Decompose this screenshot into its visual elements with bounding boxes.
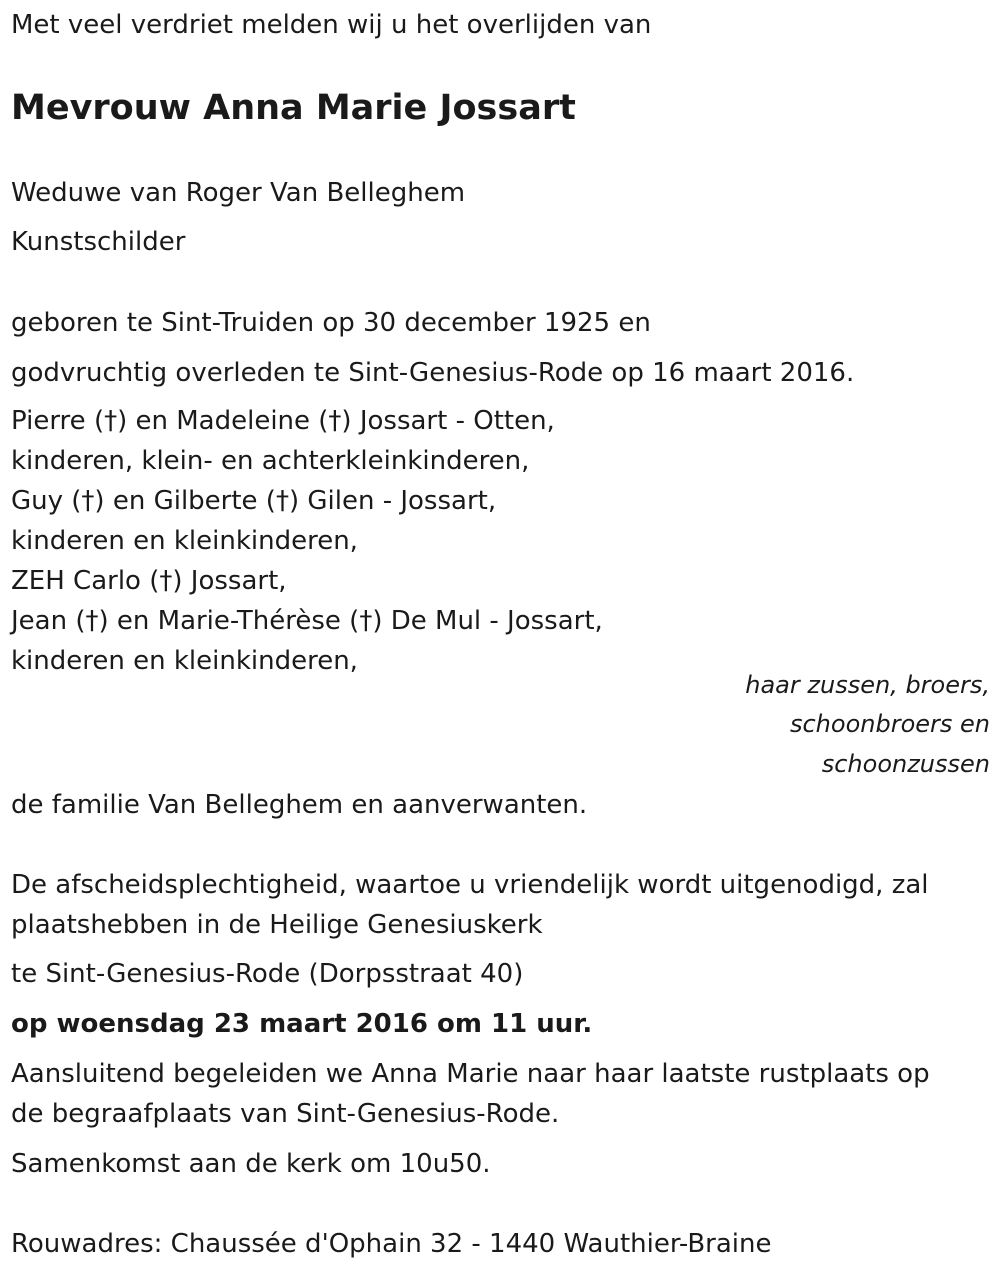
gathering-text: Samenkomst aan de kerk om 10u50. xyxy=(11,1149,491,1179)
family-line: Pierre (†) en Madeleine (†) Jossart - Otten, xyxy=(11,406,555,436)
profession-text: Kunstschilder xyxy=(11,227,186,257)
family-line: kinderen, klein- en achterkleinkinderen, xyxy=(11,446,530,476)
ceremony-line: plaatshebben in de Heilige Genesiuskerk xyxy=(11,910,543,940)
family-line: Jean (†) en Marie-Thérèse (†) De Mul - Jossart, xyxy=(11,606,603,636)
ceremony-line: De afscheidsplechtigheid, waartoe u vriendelijk wordt uitgenodigd, zal xyxy=(11,870,929,900)
family-line: kinderen en kleinkinderen, xyxy=(11,646,358,676)
relation-line: schoonbroers en xyxy=(789,710,990,738)
burial-line: Aansluitend begeleiden we Anna Marie naar haar laatste rustplaats op xyxy=(11,1059,930,1089)
intro-text: Met veel verdriet melden wij u het overlijden van xyxy=(11,10,652,40)
extended-family-text: de familie Van Belleghem en aanverwanten. xyxy=(11,790,588,820)
deceased-name: Mevrouw Anna Marie Jossart xyxy=(11,88,576,128)
family-line: ZEH Carlo (†) Jossart, xyxy=(11,566,287,596)
relation-line: haar zussen, broers, xyxy=(745,671,990,699)
widow-of-text: Weduwe van Roger Van Belleghem xyxy=(11,178,466,208)
relation-line: schoonzussen xyxy=(821,750,990,778)
birth-text: geboren te Sint-Truiden op 30 december 1925 en xyxy=(11,308,651,338)
ceremony-date: op woensdag 23 maart 2016 om 11 uur. xyxy=(11,1009,593,1039)
family-line: kinderen en kleinkinderen, xyxy=(11,526,358,556)
burial-line: de begraafplaats van Sint-Genesius-Rode. xyxy=(11,1099,560,1129)
ceremony-line: te Sint-Genesius-Rode (Dorpsstraat 40) xyxy=(11,959,524,989)
family-line: Guy (†) en Gilberte (†) Gilen - Jossart, xyxy=(11,486,497,516)
death-text: godvruchtig overleden te Sint-Genesius-Rode op 16 maart 2016. xyxy=(11,358,855,388)
mourning-address: Rouwadres: Chaussée d'Ophain 32 - 1440 Wauthier-Braine xyxy=(11,1229,772,1259)
